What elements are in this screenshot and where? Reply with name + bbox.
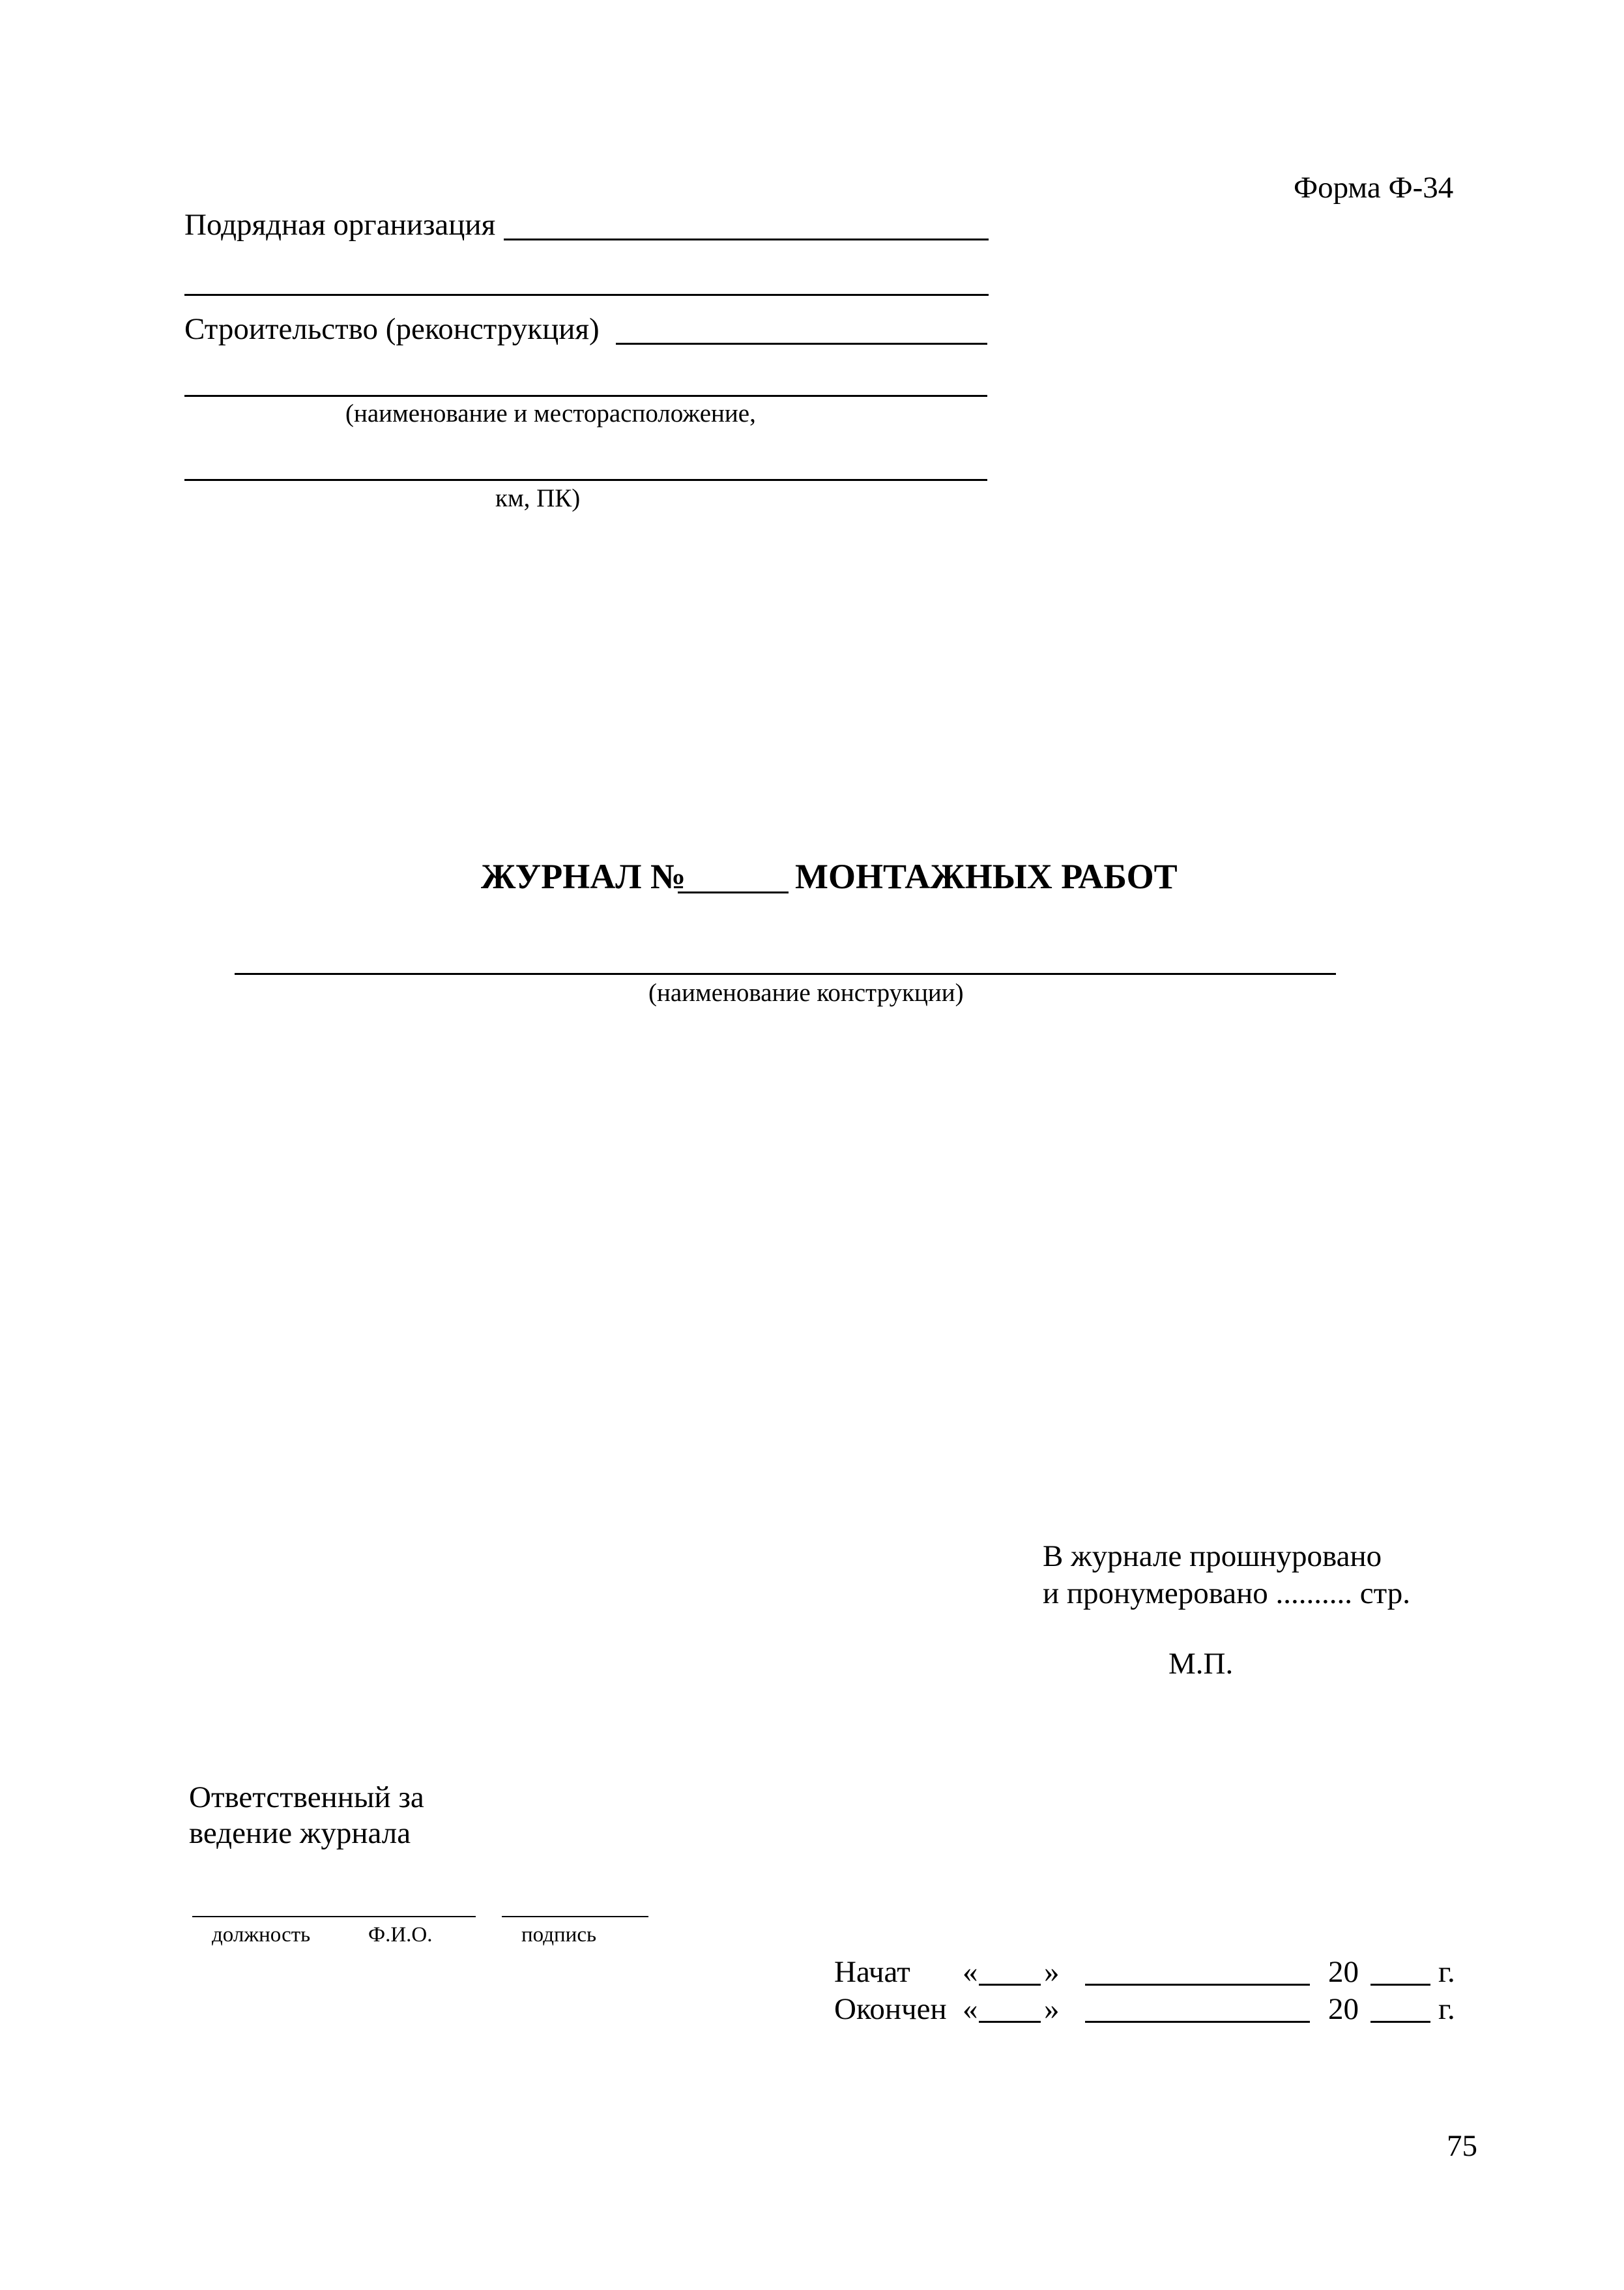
started-month-field[interactable] [1085,1984,1310,1986]
responsible-line-1: Ответственный за [189,1780,424,1814]
position-name-field[interactable] [192,1916,476,1917]
contractor-field[interactable] [504,239,989,240]
seal-mark: М.П. [1168,1647,1234,1681]
finished-day-field[interactable] [979,2021,1041,2023]
position-caption: должность [212,1923,311,1947]
binding-line-1: В журнале прошнуровано [1043,1539,1382,1573]
started-year-suffix: г. [1438,1955,1455,1989]
construction-hint-2: км, ПК) [495,484,581,512]
form-code: Форма Ф-34 [1294,171,1454,205]
name-caption: Ф.И.О. [368,1923,433,1947]
construction-field-3[interactable] [184,479,987,481]
finished-year-prefix: 20 [1328,1992,1359,2026]
journal-number-field[interactable] [678,891,789,893]
finished-label: Окончен [834,1992,947,2026]
started-day-field[interactable] [979,1984,1041,1986]
started-year-prefix: 20 [1328,1955,1359,1989]
construction-field[interactable] [616,343,987,345]
started-label: Начат [834,1955,910,1989]
signature-caption: подпись [521,1923,597,1947]
binding-line-2: и пронумеровано .......... стр. [1043,1576,1410,1610]
construction-field-2[interactable] [184,395,987,397]
finished-year-field[interactable] [1370,2021,1430,2023]
contractor-label: Подрядная организация [184,208,496,242]
journal-title-prefix: ЖУРНАЛ № [481,857,686,896]
structure-hint: (наименование конструкции) [648,979,964,1007]
finished-quote-open: « [963,1992,978,2026]
page-number: 75 [1447,2129,1477,2163]
finished-year-suffix: г. [1438,1992,1455,2026]
construction-hint-1: (наименование и месторасположение, [345,399,756,428]
responsible-line-2: ведение журнала [189,1816,411,1850]
finished-quote-close: » [1044,1992,1060,2026]
contractor-field-2[interactable] [184,294,989,296]
finished-month-field[interactable] [1085,2021,1310,2023]
structure-field[interactable] [235,973,1336,975]
construction-label: Строительство (реконструкция) [184,312,600,346]
journal-title-suffix: МОНТАЖНЫХ РАБОТ [795,857,1178,896]
signature-field[interactable] [502,1916,648,1917]
started-quote-close: » [1044,1955,1060,1989]
started-year-field[interactable] [1370,1984,1430,1986]
started-quote-open: « [963,1955,978,1989]
